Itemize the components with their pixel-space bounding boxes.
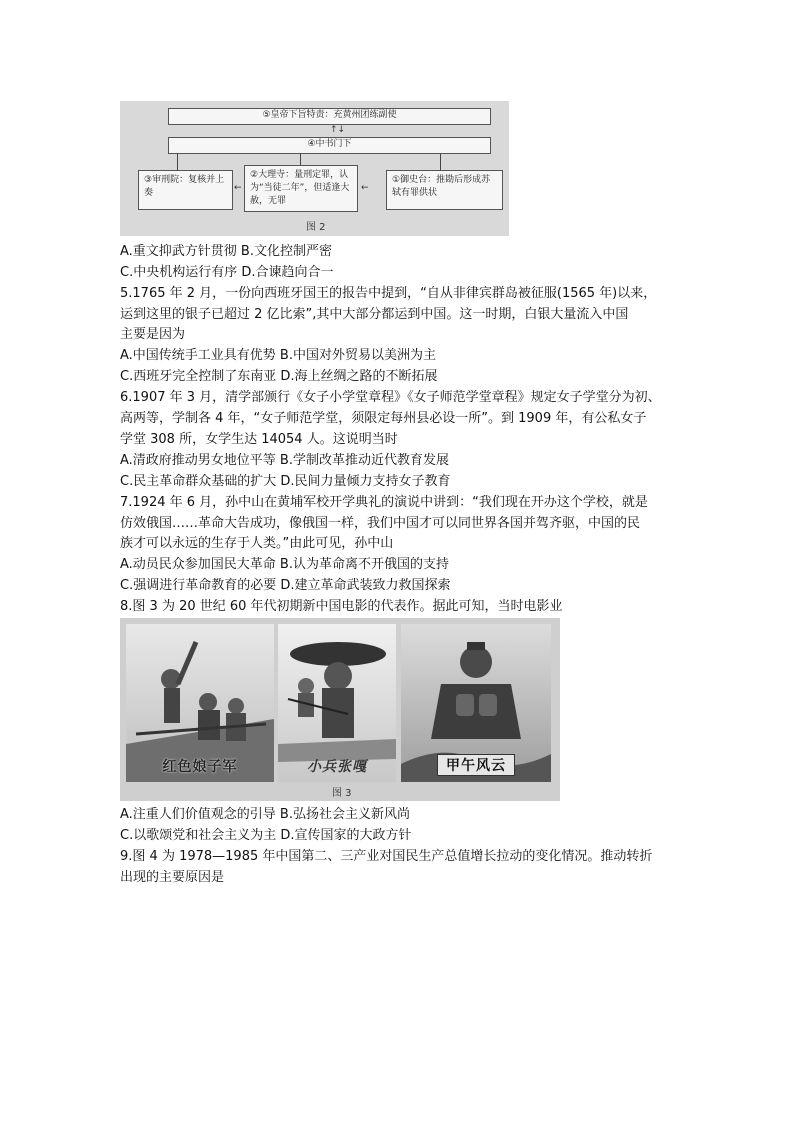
q6-option-line-2: C.民主革命群众基础的扩大 D.民间力量倾力支持女子教育 — [120, 474, 451, 489]
q7-stem-line-2: 仿效俄国……革命大告成功，像俄国一样，我们中国才可以同世界各国并驾齐驱，中国的民 — [120, 516, 641, 531]
q7-option-line-2: C.强调进行革命教育的必要 D.建立革命武装致力救国探索 — [120, 578, 451, 593]
poster-jiawu — [401, 624, 551, 782]
figure-3-caption: 图 3 — [332, 788, 352, 799]
q6-stem-line-2: 高两等，学制各 4 年，“女子师范学堂，须限定每州县必设一所”。到 1909 年，有公私女子 — [120, 411, 647, 426]
poster-zhang-ga — [278, 624, 396, 782]
box-censorate: ①御史台：推勘后形成苏轼有罪供状 — [386, 170, 503, 210]
poster-3-title: 甲午风云 — [437, 754, 515, 776]
q8-option-line-1: A.注重人们价值观念的引导 B.弘扬社会主义新风尚 — [120, 807, 410, 822]
connector-left — [177, 154, 178, 170]
arrow-left-icon: ← — [234, 183, 242, 193]
q4-option-line-1: A.重文抑武方针贯彻 B.文化控制严密 — [120, 244, 332, 259]
q6-stem-line-3: 学堂 308 所，女学生达 14054 人。这说明当时 — [120, 432, 398, 447]
arrow-left-icon: ← — [361, 183, 369, 193]
q6-option-line-1: A.清政府推动男女地位平等 B.学制改革推动近代教育发展 — [120, 453, 449, 468]
q5-stem-line-2: 运到这里的银子已超过 2 亿比索”,其中大部分都运到中国。这一时期，白银大量流入中国 — [120, 307, 629, 322]
q5-stem-line-1: 5.1765 年 2 月，一份向西班牙国王的报告中提到，“自从非律宾群岛被征服(1565 年)以来， — [120, 286, 657, 301]
arrow-up-down-icon: ↑↓ — [330, 125, 346, 135]
connector-right — [440, 154, 441, 170]
poster-1-title: 红色娘子军 — [162, 759, 238, 775]
figure-2-diagram — [120, 101, 509, 236]
q9-stem-line-2: 出现的主要原因是 — [120, 870, 225, 885]
figure-3-posters — [120, 618, 560, 801]
poster-2-title: 小兵张嘎 — [307, 759, 367, 775]
q5-stem-line-3: 主要是因为 — [120, 327, 186, 342]
poster-red-detachment — [126, 624, 274, 782]
q4-option-line-2: C.中央机构运行有序 D.合谏趋向合一 — [120, 265, 334, 280]
box-emperor: ⑤皇帝下旨特责：充黄州团练副使 — [168, 108, 491, 125]
box-court-of-justice: ②大理寺：量刑定罪，认为“当徒二年”，但适逢大赦，无罪 — [244, 165, 358, 212]
q8-option-line-2: C.以歌颂党和社会主义为主 D.宣传国家的大政方针 — [120, 828, 412, 843]
box-secretariat: ④中书门下 — [168, 137, 491, 154]
q7-stem-line-3: 族才可以永远的生存于人类。”由此可见，孙中山 — [120, 536, 394, 551]
q7-option-line-1: A.动员民众参加国民大革命 B.认为革命离不开俄国的支持 — [120, 557, 449, 572]
q5-option-line-1: A.中国传统手工业具有优势 B.中国对外贸易以美洲为主 — [120, 348, 436, 363]
q8-stem-line-1: 8.图 3 为 20 世纪 60 年代初期新中国电影的代表作。据此可知，当时电影业 — [120, 599, 563, 614]
q5-option-line-2: C.西班牙完全控制了东南亚 D.海上丝绸之路的不断拓展 — [120, 369, 438, 384]
q7-stem-line-1: 7.1924 年 6 月，孙中山在黄埔军校开学典礼的演说中讲到：“我们现在开办这个学校，就是 — [120, 495, 648, 510]
figure-2-caption: 图 2 — [306, 222, 326, 233]
q9-stem-line-1: 9.图 4 为 1978—1985 年中国第二、三产业对国民生产总值增长拉动的变化情况。推动转折 — [120, 849, 653, 864]
box-review-court: ③审刑院：复核并上奏 — [138, 170, 233, 210]
q6-stem-line-1: 6.1907 年 3 月，清学部颁行《女子小学堂章程》《女子师范学堂章程》规定女子学堂分为初、 — [120, 390, 661, 405]
